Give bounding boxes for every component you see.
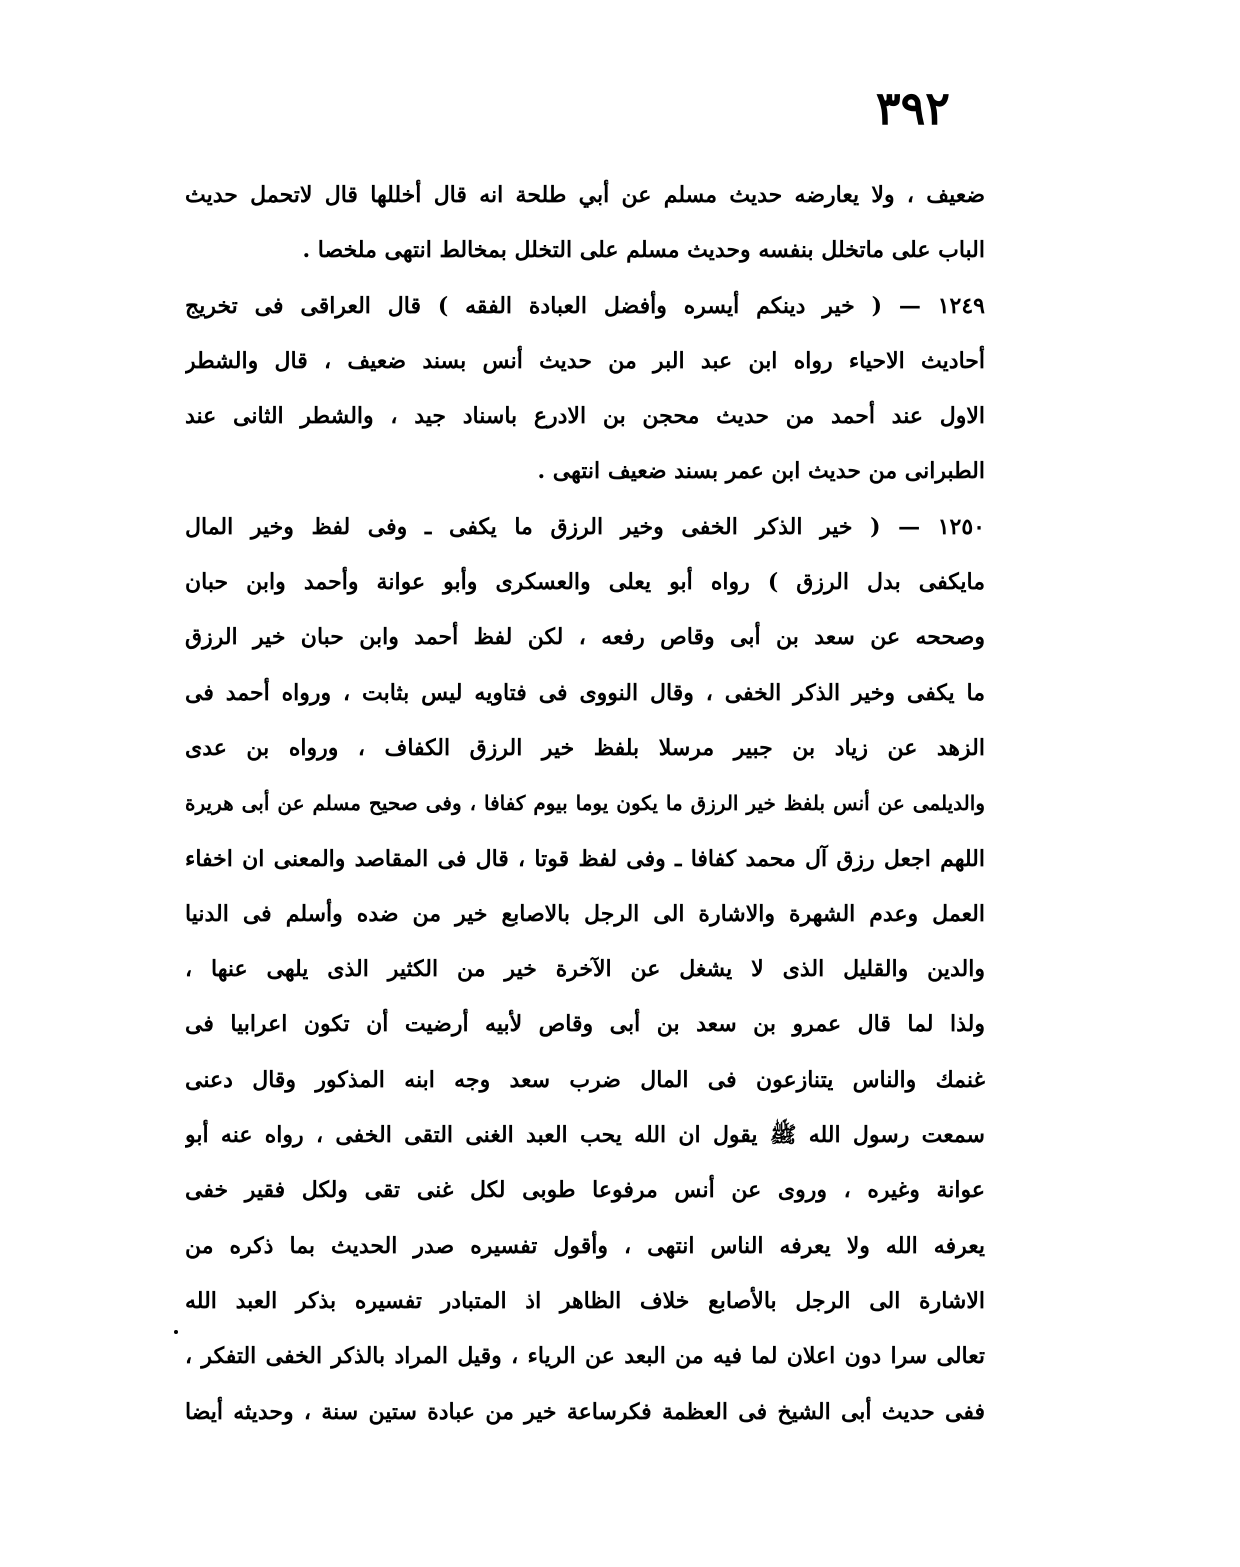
text-line: والدين والقليل الذى لا يشغل عن الآخرة خير من الكثير الذى يلهى عنها ،: [185, 956, 985, 983]
text-line: ١٢٤٩ — ( خير دينكم أيسره وأفضل العبادة الفقه ) قال العراقى فى تخريج: [185, 292, 985, 319]
body-text: [185, 168, 985, 1440]
text-line: ١٢٥٠ — ( خير الذكر الخفى وخير الرزق ما يكفى ـ وفى لفظ وخير المال: [185, 513, 985, 540]
text-line: الباب على ماتخلل بنفسه وحديث مسلم على التخلل بمخالط انتهى ملخصا .: [302, 237, 985, 264]
text-line: أحاديث الاحياء رواه ابن عبد البر من حديث أنس بسند ضعيف ، قال والشطر: [185, 347, 985, 374]
text-line: العمل وعدم الشهرة والاشارة الى الرجل بالاصابع خير من ضده وأسلم فى الدنيا: [185, 900, 985, 927]
text-line: والديلمى عن أنس بلفظ خير الرزق ما يكون يوما بيوم كفافا ، وفى صحيح مسلم عن أبى هريرة: [185, 791, 985, 816]
text-line: عوانة وغيره ، وروى عن أنس مرفوعا طوبى لكل غنى تقى ولكل فقير خفى: [185, 1177, 985, 1204]
text-line: اللهم اجعل رزق آل محمد كفافا ـ وفى لفظ قوتا ، قال فى المقاصد والمعنى ان اخفاء: [185, 845, 985, 872]
scan-speck-icon: [172, 1328, 180, 1336]
text-line: الطبرانى من حديث ابن عمر بسند ضعيف انتهى .: [537, 458, 985, 485]
text-line: غنمك والناس يتنازعون فى المال ضرب سعد وجه ابنه المذكور وقال دعنى: [185, 1066, 985, 1093]
text-line: مايكفى بدل الرزق ) رواه أبو يعلى والعسكرى وأبو عوانة وأحمد وابن حبان: [185, 569, 985, 596]
text-line: ففى حديث أبى الشيخ فى العظمة فكرساعة خير من عبادة ستين سنة ، وحديثه أيضا: [185, 1398, 985, 1425]
text-line: يعرفه الله ولا يعرفه الناس انتهى ، وأقول تفسيره صدر الحديث بما ذكره من: [185, 1232, 985, 1259]
text-line: سمعت رسول الله ﷺ يقول ان الله يحب العبد الغنى التقى الخفى ، رواه عنه أبو: [185, 1122, 985, 1149]
text-line: ولذا لما قال عمرو بن سعد بن أبى وقاص لأبيه أرضيت أن تكون اعرابيا فى: [185, 1011, 985, 1038]
text-line: ما يكفى وخير الذكر الخفى ، وقال النووى فى فتاويه ليس بثابت ، ورواه أحمد فى: [185, 679, 985, 706]
text-line: الزهد عن زياد بن جبير مرسلا بلفظ خير الرزق الكفاف ، ورواه بن عدى: [185, 734, 985, 761]
text-line: الاشارة الى الرجل بالأصابع خلاف الظاهر اذ المتبادر تفسيره بذكر العبد الله: [185, 1287, 985, 1314]
text-line: ضعيف ، ولا يعارضه حديث مسلم عن أبي طلحة انه قال أخللها قال لاتحمل حديث: [185, 182, 985, 208]
page-number: ٣٩٢: [875, 81, 950, 135]
text-line: وصححه عن سعد بن أبى وقاص رفعه ، لكن لفظ أحمد وابن حبان خير الرزق: [185, 624, 985, 651]
text-line: الاول عند أحمد من حديث محجن بن الادرع باسناد جيد ، والشطر الثانى عند: [185, 403, 985, 430]
text-line: تعالى سرا دون اعلان لما فيه من البعد عن الرياء ، وقيل المراد بالذكر الخفى التفكر ،: [185, 1343, 985, 1370]
